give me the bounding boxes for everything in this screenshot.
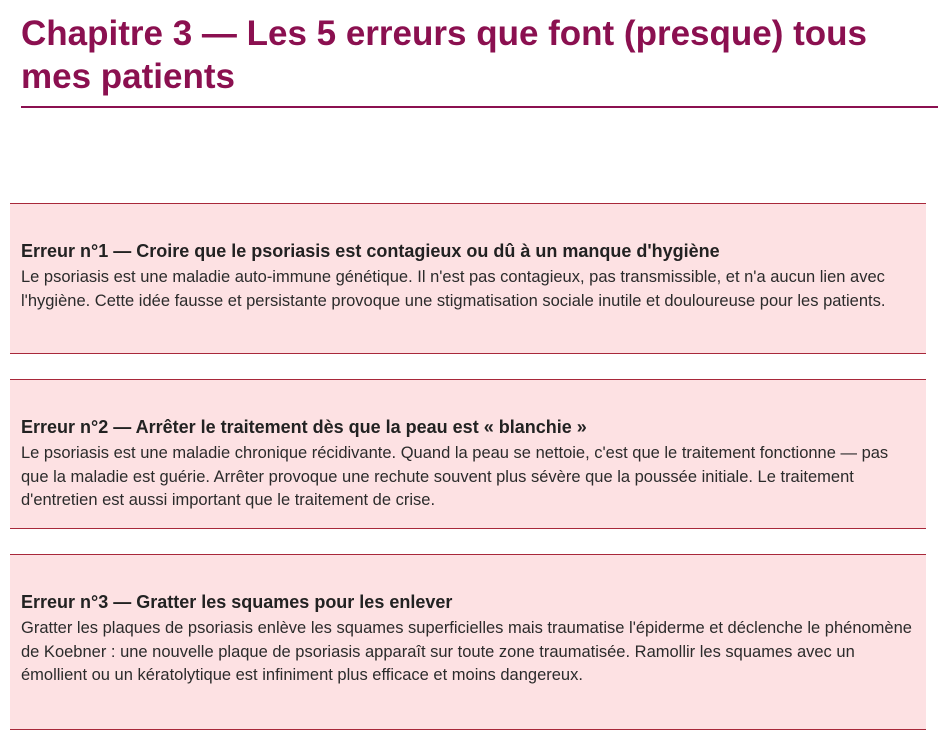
error-1-text: Le psoriasis est une maladie auto-immune génétique. Il n'est pas contagieux, pas transmissible, et n'a aucun lien avec l'hygiène. Cette idée fausse et persistante provoque une stigmatisation sociale inutile et douloureuse pour les patients.	[21, 268, 886, 310]
error-1-title: Erreur n°1 — Croire que le psoriasis est contagieux ou dû à un manque d'hygiène	[21, 241, 720, 261]
chapter-title: Chapitre 3 — Les 5 erreurs que font (presque) tous mes patients	[21, 14, 867, 96]
error-3-text: Gratter les plaques de psoriasis enlève les squames superficielles mais traumatise l'épiderme et déclenche le phénomène de Koebner : une nouvelle plaque de psoriasis apparaît sur toute zone traumatisée. Ramollir les squames avec un émollient ou un kératolytique est infiniment plus efficace et moins dangereux.	[21, 619, 912, 684]
error-box-1	[10, 203, 926, 354]
error-2-title: Erreur n°2 — Arrêter le traitement dès que la peau est « blanchie »	[21, 417, 587, 437]
error-3-title: Erreur n°3 — Gratter les squames pour les enlever	[21, 592, 453, 612]
error-box-3	[10, 554, 926, 730]
error-box-2	[10, 379, 926, 529]
error-2-text: Le psoriasis est une maladie chronique récidivante. Quand la peau se nettoie, c'est que le traitement fonctionne — pas que la maladie est guérie. Arrêter provoque une rechute souvent plus sévère que la poussée initiale. Le traitement d'entretien est aussi important que le traitement de crise.	[21, 444, 889, 509]
title-divider	[21, 106, 938, 108]
